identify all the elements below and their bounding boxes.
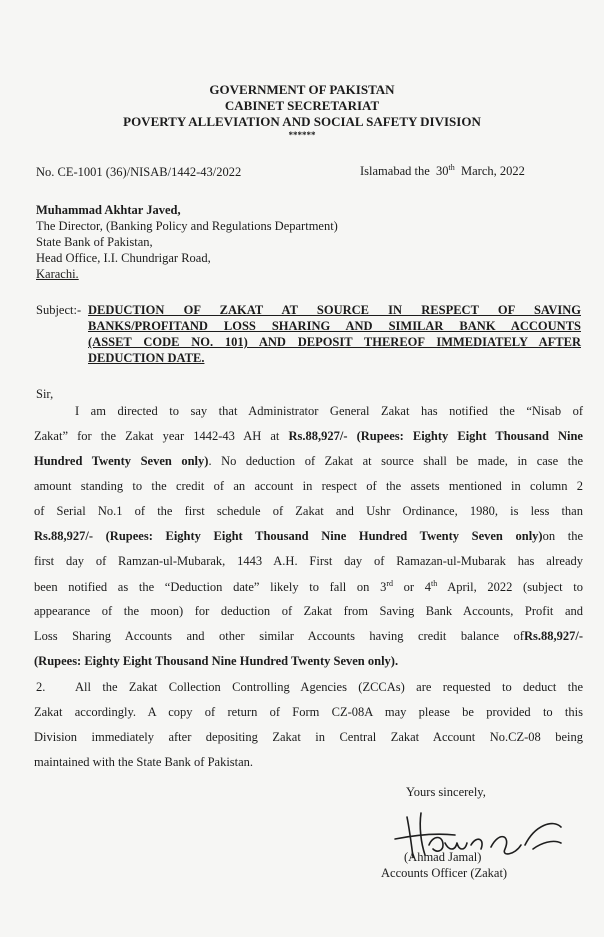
para1-line-6 [34, 529, 583, 544]
para1-line-8-text-c: April, 2022 (subject to [437, 580, 583, 595]
signatory-title: Accounts Officer (Zakat) [381, 866, 508, 880]
header-stars: ****** [288, 130, 316, 140]
nisab-amount-words: Hundred Twenty Seven only) [34, 454, 209, 468]
para2-number: 2. [36, 680, 46, 694]
date-day: 30 [436, 164, 449, 179]
para2-line-4: maintained with the State Bank of Pakistan. [34, 755, 254, 769]
para1-line-10-text: Loss Sharing Accounts and other similar Accounts having credit balance of [34, 629, 524, 643]
para1-line-8-text-a: been notified as the “Deduction date” likely to fall on 3 [34, 580, 387, 595]
para1-line-3 [34, 454, 583, 469]
salutation: Sir, [36, 387, 54, 401]
para1-line-2 [34, 429, 583, 444]
para1-line-1: I am directed to say that Administrator General Zakat has notified the “Nisab of [75, 404, 583, 418]
date-line [360, 163, 525, 179]
para1-sup-th: th [431, 579, 438, 588]
para1-sup-rd: rd [386, 579, 394, 588]
subject-label: Subject:- [36, 303, 82, 317]
header-government: GOVERNMENT OF PAKISTAN [209, 82, 395, 97]
header-division: POVERTY ALLEVIATION AND SOCIAL SAFETY DIVISION [123, 114, 481, 129]
para1-line-8 [34, 579, 583, 595]
closing-yours-sincerely: Yours sincerely, [406, 785, 486, 799]
date-day-suffix: th [448, 163, 455, 172]
date-month-year: March, 2022 [461, 164, 525, 179]
address-line-2: State Bank of Pakistan, [36, 235, 153, 249]
nisab-amount-full: Rs.88,927/- (Rupees: Eighty Eight Thousand Nine Hundred Twenty Seven only) [34, 529, 543, 543]
para1-line-7: first day of Ramzan-ul-Mubarak, 1443 A.H. First day of Ramazan-ul-Mubarak has already [34, 554, 583, 568]
subject-line-4: DEDUCTION DATE. [88, 351, 205, 365]
balance-amount: Rs.88,927/- [523, 629, 583, 643]
subject-line-3: (ASSET CODE NO. 101) AND DEPOSIT THEREOF IMMEDIATELY AFTER [88, 335, 581, 349]
para1-line-6-text: on the [542, 529, 583, 543]
para1-line-9: appearance of the moon) for deduction of Zakat from Saving Bank Accounts, Profit and [34, 604, 583, 618]
para1-line-5: of Serial No.1 of the first schedule of Zakat and Ushr Ordinance, 1980, is less than [34, 504, 583, 518]
header-secretariat: CABINET SECRETARIAT [224, 98, 380, 113]
reference-number: No. CE-1001 (36)/NISAB/1442-43/2022 [36, 165, 242, 179]
para1-line-11: (Rupees: Eighty Eight Thousand Nine Hundred Twenty Seven only). [34, 654, 399, 668]
nisab-amount: Rs.88,927/- (Rupees: Eighty Eight Thousand Nine [288, 429, 583, 443]
para2-line-2: Zakat accordingly. A copy of return of Form CZ-08A may please be provided to this [34, 705, 583, 719]
para1-line-3-text: . No deduction of Zakat at source shall be made, in case the [208, 454, 583, 468]
date-place: Islamabad the [360, 164, 430, 179]
para1-line-2-text: Zakat” for the Zakat year 1442-43 AH at [34, 429, 289, 443]
para1-line-8-text-b: or 4 [393, 580, 431, 595]
subject-line-2: BANKS/PROFITAND LOSS SHARING AND SIMILAR BANK ACCOUNTS [88, 319, 581, 333]
address-line-1: The Director, (Banking Policy and Regulations Department) [36, 219, 338, 233]
para2-line-1: All the Zakat Collection Controlling Agencies (ZCCAs) are requested to deduct the [75, 680, 583, 694]
subject-line-1: DEDUCTION OF ZAKAT AT SOURCE IN RESPECT OF SAVING [88, 303, 581, 317]
signatory-name: (Ahmad Jamal) [404, 850, 482, 864]
para2-line-3: Division immediately after depositing Zakat in Central Zakat Account No.CZ-08 being [34, 730, 583, 744]
para1-line-4: amount standing to the credit of an account in respect of the assets mentioned in column 2 [34, 479, 583, 493]
address-line-4: Karachi. [36, 267, 79, 281]
address-line-3: Head Office, I.I. Chundrigar Road, [36, 251, 211, 265]
para1-line-10 [34, 629, 583, 644]
addressee-name: Muhammad Akhtar Javed, [36, 203, 181, 217]
